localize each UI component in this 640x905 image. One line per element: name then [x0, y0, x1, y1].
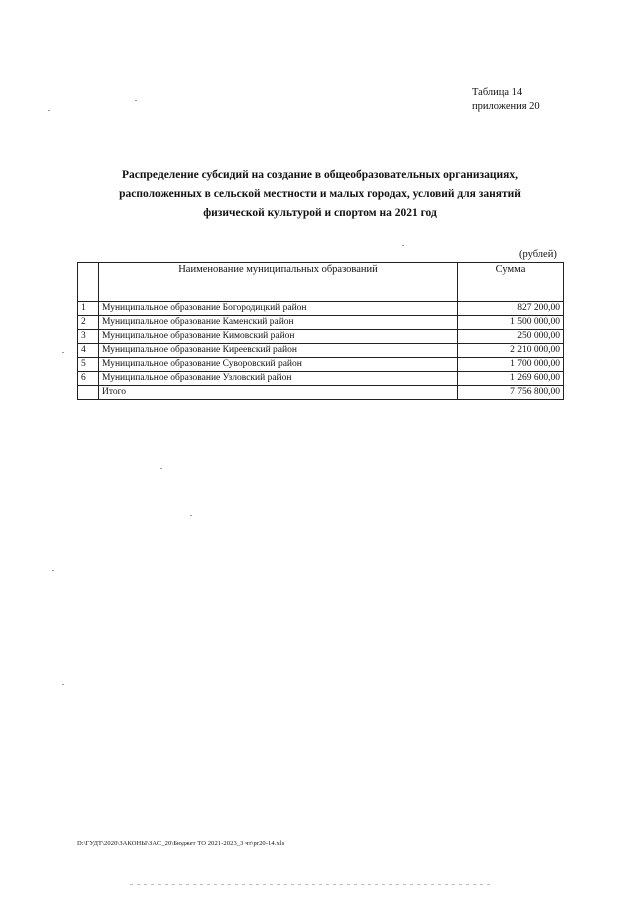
units-label: (рублей) — [519, 249, 557, 260]
table-body — [78, 302, 564, 386]
header-sum: Сумма — [458, 263, 564, 302]
table-header-row — [78, 263, 564, 302]
table-total-row — [78, 386, 564, 400]
appendix-number: приложения 20 — [472, 101, 540, 112]
row-name: Муниципальное образование Суворовский район — [99, 358, 458, 372]
total-label: Итого — [99, 386, 458, 400]
file-path-footer: D:\ГУДТ\2020\ЗАКОНЫ\ЗАС_20\Бюджет ТО 2021-2023_3 чт\pr20-14.xls — [77, 840, 285, 847]
row-number: 6 — [78, 372, 99, 386]
row-name: Муниципальное образование Богородицкий район — [99, 302, 458, 316]
subsidy-table — [77, 262, 564, 400]
scan-speck — [160, 468, 162, 469]
table-row — [78, 330, 564, 344]
title-line: физической культурой и спортом на 2021 год — [203, 207, 437, 219]
scan-speck — [190, 515, 192, 516]
table-number: Таблица 14 — [472, 87, 523, 98]
scan-speck — [48, 110, 50, 111]
row-name: Муниципальное образование Киреевский район — [99, 344, 458, 358]
row-name: Муниципальное образование Каменский район — [99, 316, 458, 330]
scan-speck — [402, 245, 404, 246]
table-row — [78, 316, 564, 330]
row-sum: 1 269 600,00 — [458, 372, 564, 386]
title-line: расположенных в сельской местности и малых городах, условий для занятий — [119, 188, 521, 200]
scan-speck — [62, 352, 64, 353]
table-row — [78, 358, 564, 372]
header-name: Наименование муниципальных образований — [99, 263, 458, 302]
table-row — [78, 372, 564, 386]
row-name: Муниципальное образование Узловский район — [99, 372, 458, 386]
table-reference — [472, 86, 540, 114]
scan-speck — [52, 570, 54, 571]
row-sum: 827 200,00 — [458, 302, 564, 316]
total-sum: 7 756 800,00 — [458, 386, 564, 400]
table-row — [78, 302, 564, 316]
scan-speck — [135, 100, 137, 101]
header-number — [78, 263, 99, 302]
row-sum: 2 210 000,00 — [458, 344, 564, 358]
row-sum: 250 000,00 — [458, 330, 564, 344]
row-number: 1 — [78, 302, 99, 316]
document-title — [70, 166, 570, 223]
title-line: Распределение субсидий на создание в общеобразовательных организациях, — [122, 169, 518, 181]
row-number: 3 — [78, 330, 99, 344]
total-number — [78, 386, 99, 400]
table-row — [78, 344, 564, 358]
scan-speck — [62, 684, 64, 685]
row-number: 2 — [78, 316, 99, 330]
scan-artifact-line — [130, 884, 490, 885]
row-number: 5 — [78, 358, 99, 372]
row-number: 4 — [78, 344, 99, 358]
row-sum: 1 500 000,00 — [458, 316, 564, 330]
row-sum: 1 700 000,00 — [458, 358, 564, 372]
row-name: Муниципальное образование Кимовский район — [99, 330, 458, 344]
